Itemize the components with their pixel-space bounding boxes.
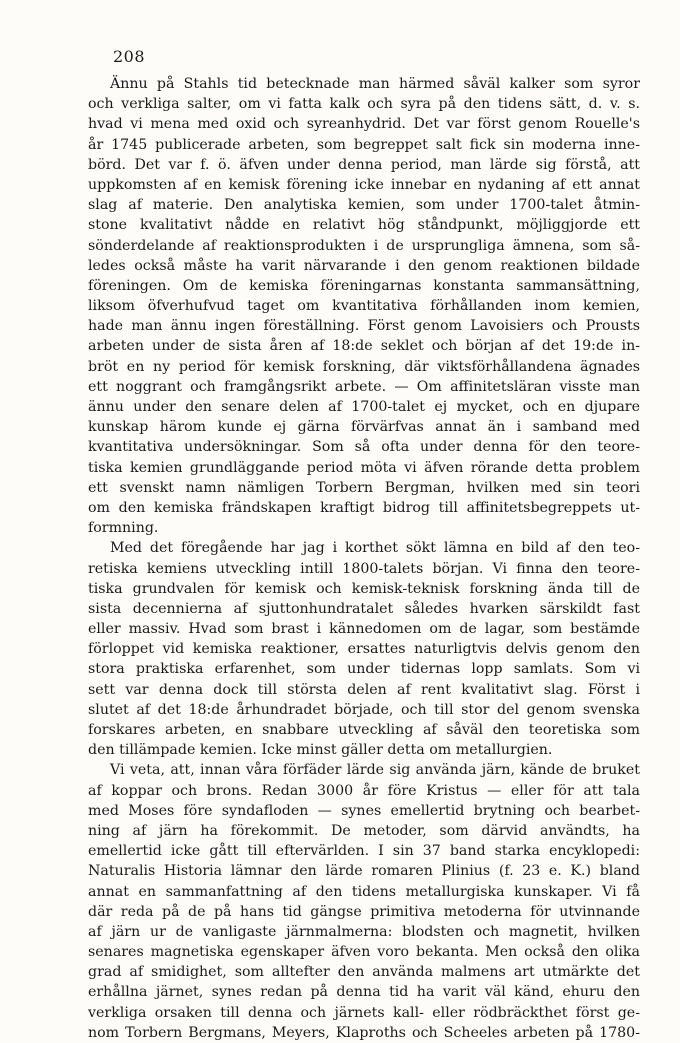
text-line: sista decennierna af sjuttonhundratalet således hvarken särskildt fast <box>88 600 640 617</box>
text-line: med Moses före syndafloden — synes emellertid brytning och bearbet- <box>88 802 640 819</box>
text-line: verkliga orsaken till denna och järnets kall- eller rödbräckthet först ge- <box>88 1004 640 1021</box>
body-text <box>88 74 640 1043</box>
text-line: sett var denna dock till största delen af rent kvalitativt slag. Först i <box>88 681 640 698</box>
text-line: slag af materie. Den analytiska kemien, som under 1700-talet åtmin- <box>88 197 640 214</box>
text-line: af järn ur de vanligaste järnmalmerna: blodsten och magnetit, hvilken <box>88 923 640 940</box>
text-line: den tillämpade kemien. Icke minst gäller detta om metallurgien. <box>88 742 553 759</box>
text-line: emellertid icke gått till eftervärlden. I sin 37 band starka encyklopedi: <box>88 843 640 860</box>
text-line: liksom öfverhufvud taget om kvantitativa förhållanden inom kemien, <box>88 298 640 315</box>
page-number: 208 <box>113 47 146 66</box>
text-line: och verkliga salter, om vi fatta kalk och syra på den tidens sätt, d. v. s. <box>88 96 640 113</box>
text-line: Vi veta, att, innan våra förfäder lärde sig använda järn, kände de bruket <box>110 762 640 779</box>
text-line: erhållna järnet, synes redan på denna tid ha varit väl känd, ehuru den <box>88 984 640 1001</box>
text-line: slutet af det 18:de århundradet började, och till stor del genom svenska <box>88 701 640 718</box>
text-line: börd. Det var f. ö. äfven under denna period, man lärde sig förstå, att <box>88 156 640 173</box>
text-line: där reda på de på hans tid gängse primitiva metoderna för utvinnande <box>88 903 640 920</box>
text-line: om den kemiska frändskapen kraftigt bidrog till affinitetsbegreppets ut- <box>88 499 640 516</box>
text-line: Ännu på Stahls tid betecknade man härmed såväl kalker som syror <box>110 76 640 92</box>
text-line: eller massiv. Hvad som brast i kännedomen om de lagar, som bestämde <box>88 621 640 638</box>
text-line: hvad vi mena med oxid och syreanhydrid. Det var först genom Rouelle's <box>88 116 640 133</box>
text-line: ledes också måste ha varit närvarande i den genom reaktionen bildade <box>88 257 640 274</box>
text-line: tiska grundvalen för kemisk och kemisk-teknisk forskning ända till de <box>88 580 640 597</box>
text-line: stone kvalitativt nådde en relativt hög ståndpunkt, möjliggjorde ett <box>88 217 640 234</box>
text-line: Naturalis Historia lämnar den lärde romaren Plinius (f. 23 e. K.) bland <box>88 863 640 880</box>
text-line: retiska kemiens utveckling intill 1800-talets början. Vi finna den teore- <box>88 560 640 577</box>
text-line: forskares arbeten, en snabbare utveckling af såväl den teoretiska som <box>88 722 640 738</box>
text-line: föreningen. Om de kemiska föreningarnas konstanta sammansättning, <box>88 277 640 294</box>
text-line: arbeten under de sista åren af 18:de seklet och början af det 19:de in- <box>88 338 640 355</box>
text-line: stora praktiska erfarenhet, som under tidernas lopp samlats. Som vi <box>88 661 640 678</box>
text-line: bröt en ny period för kemisk forskning, där viktsförhållandena ägnades <box>88 358 640 375</box>
text-line: af koppar och brons. Redan 3000 år före Kristus — eller för att tala <box>88 782 640 799</box>
text-line: uppkomsten af en kemisk förening icke innebar en nydaning af ett annat <box>88 176 640 193</box>
text-line: kvantitativa undersökningar. Som så ofta under denna för den teore- <box>88 439 640 456</box>
text-line: annat en sammanfattning af den tidens metallurgiska kunskaper. Vi få <box>88 883 640 900</box>
text-line: tiska kemien grundläggande period möta vi äfven rörande detta problem <box>88 459 640 476</box>
text-line: sönderdelande af reaktionsprodukten i de ursprungliga ämnena, som så- <box>88 237 640 254</box>
text-line: ett svenskt namn nämligen Torbern Bergman, hvilken med sin teori <box>88 479 640 496</box>
text-line: hade man ännu ingen föreställning. Först genom Lavoisiers och Prousts <box>88 318 640 335</box>
text-line: förloppet vid kemiska reaktioner, ersattes naturligtvis delvis genom den <box>88 641 640 658</box>
text-line: senares magnetiska egenskaper äfven voro bekanta. Men också den olika <box>88 944 640 961</box>
text-line: grad af smidighet, som alltefter den använda malmens art utmärkte det <box>88 964 640 981</box>
text-line: formning. <box>88 520 159 537</box>
text-line: kunskap härom kunde ej gärna förvärfvas annat än i samband med <box>88 419 640 436</box>
text-line: nom Torbern Bergmans, Meyers, Klaproths och Scheeles arbeten på 1780- <box>88 1024 640 1041</box>
text-line: år 1745 publicerade arbeten, som begreppet salt fick sin moderna inne- <box>88 136 640 153</box>
text-line: Med det föregående har jag i korthet sökt lämna en bild af den teo- <box>110 540 640 557</box>
text-line: ett noggrant och framgångsrikt arbete. — Om affinitetsläran visste man <box>88 378 640 395</box>
text-line: ning af järn ha förekommit. De metoder, som därvid användts, ha <box>88 822 640 839</box>
text-line: ännu under den senare delen af 1700-talet ej mycket, och en djupare <box>88 399 640 415</box>
